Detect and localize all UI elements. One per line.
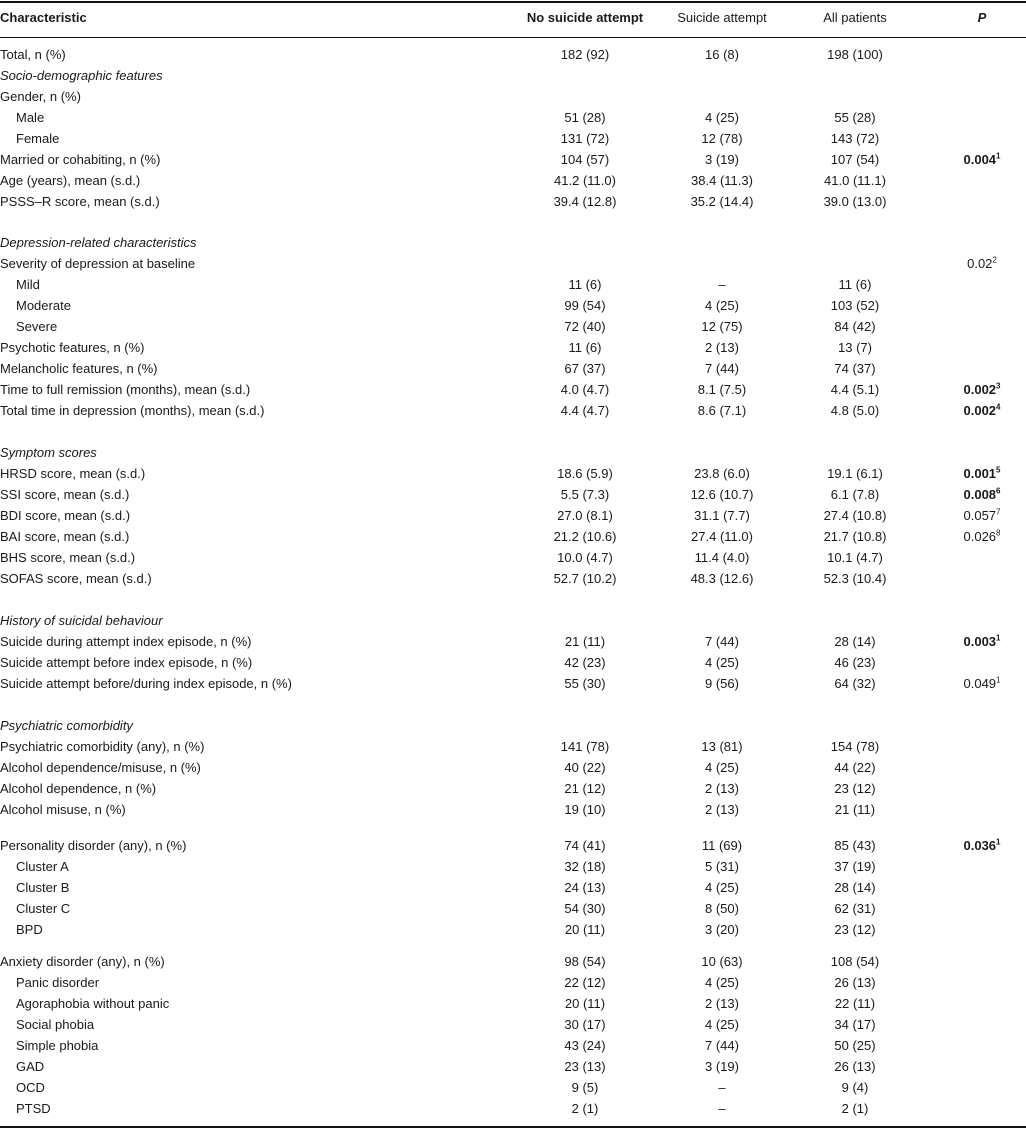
footnote-marker: 7 bbox=[996, 507, 1001, 517]
cell-all-patients: 107 (54) bbox=[830, 152, 880, 167]
table-row bbox=[0, 878, 1026, 898]
cell-attempt: – bbox=[718, 277, 726, 292]
cell-attempt: 48.3 (12.6) bbox=[690, 571, 754, 586]
table-row bbox=[0, 1078, 1026, 1098]
row-label: Anxiety disorder (any), n (%) bbox=[0, 954, 165, 969]
cell-no-attempt: 2 (1) bbox=[571, 1101, 599, 1116]
cell-p-value: 0.002$^4$ bbox=[963, 402, 1001, 418]
table-row bbox=[0, 1015, 1026, 1035]
cell-attempt: 2 (13) bbox=[705, 781, 739, 796]
footnote-marker: 3 bbox=[996, 381, 1001, 391]
cell-all-patients: 143 (72) bbox=[830, 131, 880, 146]
cell-attempt: 7 (44) bbox=[705, 361, 739, 376]
cell-no-attempt: 27.0 (8.1) bbox=[557, 508, 613, 523]
cell-p-value: 0.026$^8$ bbox=[963, 528, 1001, 544]
table-row bbox=[0, 317, 1026, 337]
cell-no-attempt: 20 (11) bbox=[564, 996, 606, 1011]
table-row bbox=[0, 569, 1026, 589]
cell-all-patients: 52.3 (10.4) bbox=[823, 571, 887, 586]
row-label: Alcohol dependence/misuse, n (%) bbox=[0, 760, 201, 775]
section-heading bbox=[0, 716, 1026, 736]
cell-no-attempt: 55 (30) bbox=[564, 676, 606, 691]
footnote-marker: 1 bbox=[996, 837, 1001, 847]
section-heading bbox=[0, 233, 1026, 253]
cell-attempt: 3 (19) bbox=[705, 1059, 739, 1074]
row-label: SSI score, mean (s.d.) bbox=[0, 487, 130, 502]
header-no-attempt: No suicide attempt bbox=[526, 10, 644, 25]
footnote-marker: 1 bbox=[996, 633, 1001, 643]
cell-all-patients: 9 (4) bbox=[841, 1080, 869, 1095]
cell-no-attempt: 9 (5) bbox=[571, 1080, 599, 1095]
row-label: Female bbox=[16, 131, 60, 146]
row-label: Severity of depression at baseline bbox=[0, 256, 196, 271]
cell-no-attempt: 99 (54) bbox=[564, 298, 606, 313]
cell-all-patients: 34 (17) bbox=[834, 1017, 876, 1032]
cell-attempt: 2 (13) bbox=[705, 802, 739, 817]
footnote-marker: 2 bbox=[992, 255, 997, 265]
cell-p-value: 0.057$^7$ bbox=[963, 507, 1001, 523]
cell-attempt: 4 (25) bbox=[705, 760, 739, 775]
section-heading bbox=[0, 611, 1026, 631]
cell-attempt: 11 (69) bbox=[701, 838, 743, 853]
cell-attempt: 8 (50) bbox=[705, 901, 739, 916]
table-row bbox=[0, 632, 1026, 652]
cell-all-patients: 26 (13) bbox=[834, 1059, 876, 1074]
row-label: Severe bbox=[16, 319, 58, 334]
table-bottom-rule bbox=[0, 1126, 1026, 1128]
cell-p-value: 0.008$^6$ bbox=[963, 486, 1001, 502]
cell-attempt: 27.4 (11.0) bbox=[691, 529, 753, 544]
cell-no-attempt: 72 (40) bbox=[564, 319, 606, 334]
cell-attempt: 38.4 (11.3) bbox=[691, 173, 753, 188]
row-label: GAD bbox=[16, 1059, 45, 1074]
cell-p-value: 0.036$^1$ bbox=[963, 837, 1001, 853]
footnote-marker: 8 bbox=[996, 528, 1001, 538]
table-row bbox=[0, 758, 1026, 778]
table-row bbox=[0, 920, 1026, 940]
cell-no-attempt: 98 (54) bbox=[564, 954, 606, 969]
table-row bbox=[0, 275, 1026, 295]
row-label: Alcohol misuse, n (%) bbox=[0, 802, 126, 817]
row-label: Moderate bbox=[16, 298, 71, 313]
table-row bbox=[0, 485, 1026, 505]
table-row bbox=[0, 108, 1026, 128]
row-label: Male bbox=[16, 110, 45, 125]
row-label: Gender, n (%) bbox=[0, 89, 81, 104]
cell-no-attempt: 104 (57) bbox=[560, 152, 610, 167]
table-row bbox=[0, 857, 1026, 877]
cell-no-attempt: 43 (24) bbox=[564, 1038, 606, 1053]
cell-all-patients: 6.1 (7.8) bbox=[830, 487, 880, 502]
cell-attempt: 4 (25) bbox=[705, 1017, 739, 1032]
table-row bbox=[0, 254, 1026, 274]
table-row bbox=[0, 359, 1026, 379]
cell-all-patients: 13 (7) bbox=[838, 340, 872, 355]
cell-no-attempt: 40 (22) bbox=[564, 760, 606, 775]
cell-no-attempt: 182 (92) bbox=[560, 47, 610, 62]
cell-attempt: 11.4 (4.0) bbox=[694, 550, 750, 565]
row-label: Total time in depression (months), mean (s.d.) bbox=[0, 403, 265, 418]
header-all-patients: All patients bbox=[823, 10, 887, 25]
footnote-marker: 1 bbox=[996, 151, 1001, 161]
cell-all-patients: 50 (25) bbox=[834, 1038, 876, 1053]
row-label: Suicide attempt before/during index episode, n (%) bbox=[0, 676, 292, 691]
cell-attempt: 35.2 (14.4) bbox=[690, 194, 754, 209]
row-label: BAI score, mean (s.d.) bbox=[0, 529, 130, 544]
table-row bbox=[0, 973, 1026, 993]
cell-attempt: 8.6 (7.1) bbox=[697, 403, 747, 418]
table-row bbox=[0, 952, 1026, 972]
cell-all-patients: 84 (42) bbox=[834, 319, 876, 334]
row-label: Melancholic features, n (%) bbox=[0, 361, 158, 376]
cell-attempt: 13 (81) bbox=[701, 739, 743, 754]
row-label: Cluster A bbox=[16, 859, 69, 874]
cell-attempt: 2 (13) bbox=[705, 340, 739, 355]
table-row bbox=[0, 506, 1026, 526]
cell-all-patients: 4.4 (5.1) bbox=[830, 382, 880, 397]
cell-attempt: 4 (25) bbox=[705, 975, 739, 990]
cell-no-attempt: 5.5 (7.3) bbox=[560, 487, 610, 502]
row-label: Socio-demographic features bbox=[0, 68, 163, 83]
header-characteristic: Characteristic bbox=[0, 10, 87, 25]
footnote-marker: 5 bbox=[996, 465, 1001, 475]
table-row bbox=[0, 1057, 1026, 1077]
cell-all-patients: 10.1 (4.7) bbox=[827, 550, 883, 565]
row-label: OCD bbox=[16, 1080, 45, 1095]
cell-all-patients: 103 (52) bbox=[830, 298, 880, 313]
row-label: Symptom scores bbox=[0, 445, 97, 460]
cell-all-patients: 22 (11) bbox=[834, 996, 876, 1011]
cell-all-patients: 37 (19) bbox=[834, 859, 876, 874]
table-header-row bbox=[0, 8, 1026, 28]
cell-no-attempt: 19 (10) bbox=[564, 802, 606, 817]
cell-all-patients: 64 (32) bbox=[834, 676, 876, 691]
cell-no-attempt: 11 (6) bbox=[568, 340, 602, 355]
table-header-rule bbox=[0, 37, 1026, 38]
cell-no-attempt: 41.2 (11.0) bbox=[554, 173, 616, 188]
row-label: HRSD score, mean (s.d.) bbox=[0, 466, 146, 481]
cell-attempt: 5 (31) bbox=[705, 859, 739, 874]
footnote-marker: 1 bbox=[996, 675, 1001, 685]
cell-all-patients: 27.4 (10.8) bbox=[823, 508, 887, 523]
table-row bbox=[0, 800, 1026, 820]
cell-attempt: 12 (78) bbox=[701, 131, 743, 146]
cell-attempt: 9 (56) bbox=[705, 676, 739, 691]
cell-no-attempt: 39.4 (12.8) bbox=[553, 194, 617, 209]
cell-p-value: 0.004$^1$ bbox=[963, 151, 1001, 167]
cell-no-attempt: 10.0 (4.7) bbox=[557, 550, 613, 565]
table-row bbox=[0, 338, 1026, 358]
table-row bbox=[0, 45, 1026, 65]
table-row bbox=[0, 1036, 1026, 1056]
cell-p-value: 0.049$^1$ bbox=[963, 675, 1001, 691]
cell-no-attempt: 32 (18) bbox=[564, 859, 606, 874]
cell-attempt: 7 (44) bbox=[705, 634, 739, 649]
cell-attempt: 8.1 (7.5) bbox=[697, 382, 747, 397]
cell-no-attempt: 22 (12) bbox=[564, 975, 606, 990]
row-label: Mild bbox=[16, 277, 40, 292]
row-label: Personality disorder (any), n (%) bbox=[0, 838, 187, 853]
cell-p-value: 0.001$^5$ bbox=[963, 465, 1001, 481]
row-label: PTSD bbox=[16, 1101, 51, 1116]
cell-all-patients: 26 (13) bbox=[834, 975, 876, 990]
cell-attempt: 31.1 (7.7) bbox=[694, 508, 750, 523]
cell-all-patients: 39.0 (13.0) bbox=[823, 194, 887, 209]
cell-attempt: 7 (44) bbox=[705, 1038, 739, 1053]
cell-p-value: 0.003$^1$ bbox=[963, 633, 1001, 649]
cell-no-attempt: 11 (6) bbox=[568, 277, 602, 292]
cell-attempt: 3 (19) bbox=[705, 152, 739, 167]
row-label: SOFAS score, mean (s.d.) bbox=[0, 571, 152, 586]
cell-attempt: 12 (75) bbox=[701, 319, 743, 334]
cell-no-attempt: 74 (41) bbox=[564, 838, 606, 853]
cell-attempt: 4 (25) bbox=[705, 880, 739, 895]
cell-no-attempt: 4.4 (4.7) bbox=[560, 403, 610, 418]
cell-no-attempt: 52.7 (10.2) bbox=[553, 571, 617, 586]
table-row bbox=[0, 1099, 1026, 1119]
cell-all-patients: 11 (6) bbox=[838, 277, 872, 292]
table-row bbox=[0, 653, 1026, 673]
table-row bbox=[0, 296, 1026, 316]
row-label: PSSS–R score, mean (s.d.) bbox=[0, 194, 160, 209]
footnote-marker: 6 bbox=[996, 486, 1001, 496]
cell-all-patients: 21 (11) bbox=[834, 802, 876, 817]
table-row bbox=[0, 779, 1026, 799]
row-label: History of suicidal behaviour bbox=[0, 613, 163, 628]
row-label: Panic disorder bbox=[16, 975, 100, 990]
cell-attempt: 10 (63) bbox=[701, 954, 743, 969]
cell-no-attempt: 21.2 (10.6) bbox=[553, 529, 617, 544]
cell-attempt: 2 (13) bbox=[705, 996, 739, 1011]
cell-all-patients: 74 (37) bbox=[834, 361, 876, 376]
cell-no-attempt: 30 (17) bbox=[564, 1017, 606, 1032]
cell-all-patients: 198 (100) bbox=[827, 47, 883, 62]
cell-all-patients: 28 (14) bbox=[834, 634, 876, 649]
table-row bbox=[0, 994, 1026, 1014]
cell-all-patients: 108 (54) bbox=[830, 954, 880, 969]
cell-all-patients: 19.1 (6.1) bbox=[827, 466, 883, 481]
table-row bbox=[0, 192, 1026, 212]
cell-no-attempt: 4.0 (4.7) bbox=[560, 382, 610, 397]
cell-attempt: – bbox=[718, 1101, 726, 1116]
row-label: Depression-related characteristics bbox=[0, 235, 197, 250]
cell-attempt: 3 (20) bbox=[705, 922, 739, 937]
row-label: Cluster B bbox=[16, 880, 70, 895]
cell-no-attempt: 18.6 (5.9) bbox=[557, 466, 613, 481]
table-row bbox=[0, 464, 1026, 484]
row-label: Cluster C bbox=[16, 901, 71, 916]
cell-no-attempt: 67 (37) bbox=[564, 361, 606, 376]
cell-all-patients: 21.7 (10.8) bbox=[823, 529, 887, 544]
section-heading bbox=[0, 66, 1026, 86]
row-label: Suicide during attempt index episode, n (%) bbox=[0, 634, 252, 649]
row-label: Alcohol dependence, n (%) bbox=[0, 781, 157, 796]
cell-p-value: 0.02$^2$ bbox=[967, 255, 997, 271]
row-label: Age (years), mean (s.d.) bbox=[0, 173, 141, 188]
table-row bbox=[0, 171, 1026, 191]
cell-all-patients: 55 (28) bbox=[834, 110, 876, 125]
row-label: Psychotic features, n (%) bbox=[0, 340, 145, 355]
cell-all-patients: 41.0 (11.1) bbox=[824, 173, 886, 188]
cell-all-patients: 23 (12) bbox=[834, 781, 876, 796]
table-row bbox=[0, 87, 1026, 107]
cell-attempt: 12.6 (10.7) bbox=[690, 487, 754, 502]
section-heading bbox=[0, 443, 1026, 463]
table-row bbox=[0, 129, 1026, 149]
table-row bbox=[0, 737, 1026, 757]
table-row bbox=[0, 899, 1026, 919]
cell-no-attempt: 23 (13) bbox=[564, 1059, 606, 1074]
row-label: Total, n (%) bbox=[0, 47, 66, 62]
row-label: Agoraphobia without panic bbox=[16, 996, 170, 1011]
cell-attempt: 4 (25) bbox=[705, 655, 739, 670]
cell-all-patients: 85 (43) bbox=[834, 838, 876, 853]
cell-no-attempt: 141 (78) bbox=[560, 739, 610, 754]
cell-no-attempt: 21 (11) bbox=[564, 634, 606, 649]
row-label: BPD bbox=[16, 922, 43, 937]
cell-all-patients: 62 (31) bbox=[834, 901, 876, 916]
table-row bbox=[0, 674, 1026, 694]
table-row bbox=[0, 150, 1026, 170]
table-row bbox=[0, 548, 1026, 568]
cell-attempt: 4 (25) bbox=[705, 110, 739, 125]
table-row bbox=[0, 380, 1026, 400]
cell-no-attempt: 51 (28) bbox=[564, 110, 606, 125]
table-row bbox=[0, 527, 1026, 547]
cell-no-attempt: 131 (72) bbox=[560, 131, 610, 146]
footnote-marker: 4 bbox=[996, 402, 1001, 412]
cell-all-patients: 28 (14) bbox=[834, 880, 876, 895]
cell-no-attempt: 24 (13) bbox=[564, 880, 606, 895]
table-top-rule bbox=[0, 1, 1026, 3]
cell-attempt: 4 (25) bbox=[705, 298, 739, 313]
cell-all-patients: 46 (23) bbox=[834, 655, 876, 670]
row-label: Time to full remission (months), mean (s.d.) bbox=[0, 382, 251, 397]
cell-all-patients: 154 (78) bbox=[830, 739, 880, 754]
row-label: Psychiatric comorbidity bbox=[0, 718, 133, 733]
cell-no-attempt: 42 (23) bbox=[564, 655, 606, 670]
cell-no-attempt: 20 (11) bbox=[564, 922, 606, 937]
row-label: BHS score, mean (s.d.) bbox=[0, 550, 136, 565]
table-row bbox=[0, 401, 1026, 421]
header-attempt: Suicide attempt bbox=[677, 10, 767, 25]
cell-attempt: 16 (8) bbox=[705, 47, 739, 62]
cell-all-patients: 44 (22) bbox=[834, 760, 876, 775]
row-label: Married or cohabiting, n (%) bbox=[0, 152, 161, 167]
cell-all-patients: 4.8 (5.0) bbox=[830, 403, 880, 418]
row-label: Suicide attempt before index episode, n (%) bbox=[0, 655, 253, 670]
cell-attempt: 23.8 (6.0) bbox=[694, 466, 750, 481]
header-p-value: P bbox=[977, 10, 987, 25]
row-label: Social phobia bbox=[16, 1017, 95, 1032]
row-label: Psychiatric comorbidity (any), n (%) bbox=[0, 739, 205, 754]
row-label: Simple phobia bbox=[16, 1038, 99, 1053]
cell-p-value: 0.002$^3$ bbox=[963, 381, 1001, 397]
cell-no-attempt: 21 (12) bbox=[564, 781, 606, 796]
cell-all-patients: 23 (12) bbox=[834, 922, 876, 937]
cell-attempt: – bbox=[718, 1080, 726, 1095]
table-row bbox=[0, 836, 1026, 856]
cell-all-patients: 2 (1) bbox=[841, 1101, 869, 1116]
cell-no-attempt: 54 (30) bbox=[564, 901, 606, 916]
row-label: BDI score, mean (s.d.) bbox=[0, 508, 131, 523]
